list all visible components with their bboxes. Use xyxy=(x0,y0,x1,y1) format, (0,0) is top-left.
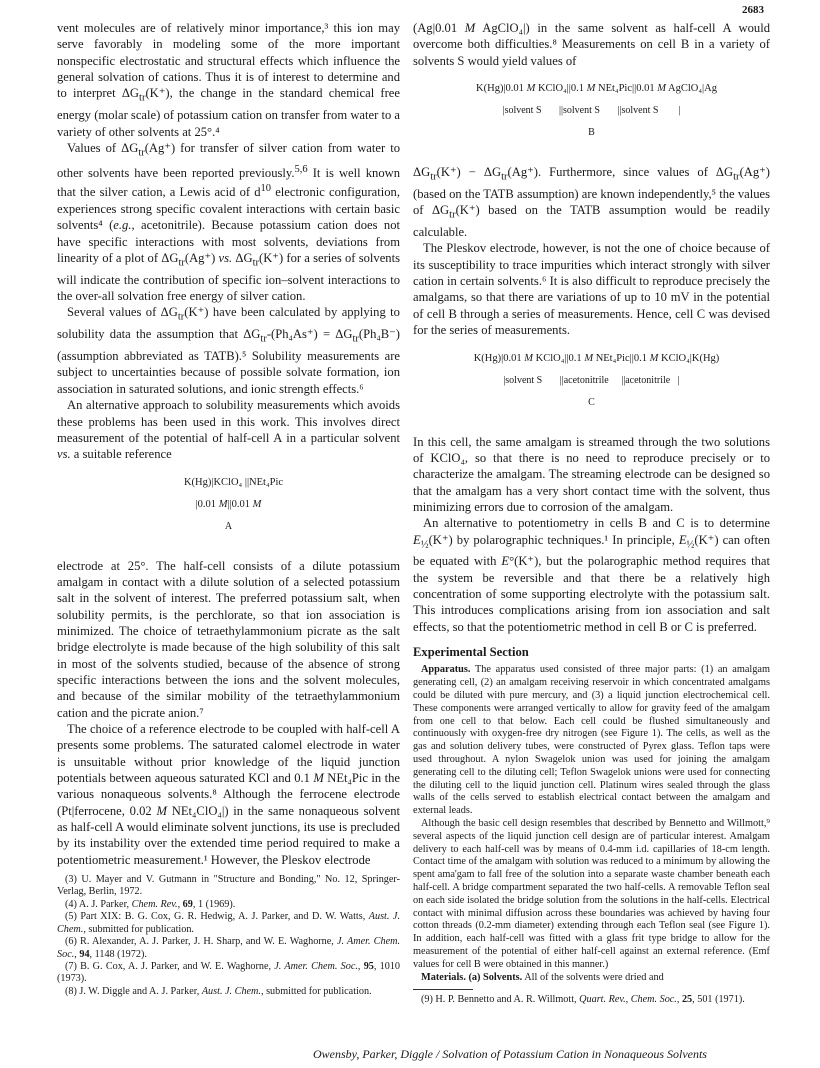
paragraph: An alternative approach to solubility measurements which avoids these problems has been used in this work. This involves direct measurement of the potential of half-cell A in a particular solvent vs. a suitable reference xyxy=(57,398,400,462)
paragraph: vent molecules are of relatively minor importance,³ this ion may serve favorably in modeling some of the more important nonspecific electrostatic and structural effects which influence the general solvation of cations. Thus it is of interest to determine and to interpret $\Delta G_{tr}(K^+)$, the change in the standard chemical free energy (molar scale) of potassium cation on transfer from water to a variety of other solvents at 25°.⁴ xyxy=(57,21,400,139)
footnotes xyxy=(413,994,770,1006)
running-footer: Owensby, Parker, Diggle / Solvation of Potassium Cation in Nonaqueous Solvents xyxy=(313,1047,707,1061)
cell-a-line1: K(Hg)|KClO₄ ||NEt₄Pic xyxy=(183,476,284,488)
footnote: (6) R. Alexander, A. J. Parker, J. H. Sharp, and W. E. Waghorne, J. Amer. Chem. Soc., 94, 1148 (1972). xyxy=(57,936,401,960)
paragraph: Materials. (a) Solvents. All of the solvents were dried and xyxy=(421,971,664,983)
cell-a-label: A xyxy=(224,520,233,532)
cell-b-label: B xyxy=(588,127,595,139)
paragraph: $\Delta G_{tr}(K^+) - \Delta G_{tr}(Ag^+)$. Furthermore, since values of $\Delta G_{tr}(Ag^+)$ (based on the TATB assumption) are known independently,⁵ the values of $\Delta G_{tr}(K^+)$ based on the TATB assumption would be readily calculable. xyxy=(413,165,770,240)
footnote: (8) J. W. Diggle and A. J. Parker, Aust. J. Chem., submitted for publication. xyxy=(65,985,372,997)
paragraph: Although the basic cell design resembles that described by Bennetto and Willmott,⁹ several aspects of the liquid junction cell design are of particular interest. Amalgam delivery to each half-cell was by means of 0.4-mm i.d. capillaries of 18-cm length. Contact time of the amalgam with solution was reduced to a minimum by allowing the spent ama'gam to fall free of the solution into a separate waste chamber beneath each half-cell. A bridge compartment separated the two half-cells. A removable Teflon seal on each side isolated the bridge solution from the solutions in the half-cells. Electrical contact with minimal diffusion across these boundaries was achieved by having four cotton threads (0.2-mm diameter) extending through each Teflon seal (see Figure 1). In addition, each half-cell was fitted with a glass frit type bridge to allow for the measurement of the potential of either half-cell against an external reference. (Emf values for cell B were obtained in this manner.) xyxy=(413,818,770,970)
cell-c-diagram xyxy=(413,342,770,430)
footnote-divider xyxy=(413,989,473,990)
page-number: 2683 xyxy=(742,4,764,16)
footnote: (3) U. Mayer and V. Gutmann in "Structure and Bonding," No. 12, Springer-Verlag, Berlin, 1972. xyxy=(57,874,400,898)
paragraph: electrode at 25°. The half-cell consists of a dilute potassium amalgam in contact with a dilute solution of a selected potassium salt in the solvent of interest. The preferred potassium salt, when solubility permits, is the perchlorate, so that ion association is minimized. The choice of tetraethylammonium picrate as the salt bridge electrolyte is made because of the high solubility of this salt in most of the solvents studied, because of the absence of strong specific interactions between the ions and the solvent molecules, and because of the similar mobility of the tetraethylammonium cation and the picrate anion.⁷ xyxy=(57,558,400,720)
paragraph: In this cell, the same amalgam is streamed through the two solutions of KClO₄, so that there is no need to reproduce precisely or to characterize the amalgam. The streaming electrode can be designed so that the amalgam has a very short contact time with the solvent, thus minimizing errors due to corrosion of the amalgam. xyxy=(413,434,770,514)
section-heading: Experimental Section xyxy=(413,645,529,660)
cell-a-diagram xyxy=(57,466,400,554)
cell-c-label: C xyxy=(588,396,595,408)
cell-c-line1: K(Hg)|0.01 M KClO₄||0.1 M NEt₄Pic||0.1 M KClO₄|K(Hg) xyxy=(473,352,720,364)
cell-b-diagram xyxy=(413,72,770,160)
paragraph: Apparatus. The apparatus used consisted of three major parts: (1) an amalgam generating cell, (2) an amalgam receiving reservoir in which concentrated amalgams could be diluted with pure mercury, and (3) a liquid junction electrochemical cell. These components were arranged vertically to allow for gravity feed of the amalgam from one cell to that below. Each cell could be flushed simultaneously and continuously with oxygen-free dry nitrogen (see Figure 1). The cells, as well as the gas and solution delivery tubes, were constructed of Pyrex glass. Teflon taps were used throughout. A nylon Swagelok union was used for joining the amalgam generating cell to the diluting cell; Teflon Swagelok unions were used for connecting the diluting cell to the liquid junction cell. Platinum wires sealed through the glass walls of the cells served to establish electrical contact between the amalgam and external leads. xyxy=(413,664,770,817)
paragraph: (Ag|0.01 M AgClO₄|) in the same solvent as half-cell A would overcome both difficulties.⁸ Measurements on cell B in a variety of solvents S would yield values of xyxy=(413,21,770,68)
paragraph: The choice of a reference electrode to be coupled with half-cell A presents some problems. The saturated calomel electrode in water is unsuitable without prior knowledge of the liquid junction potentials between aqueous saturated KCl and 0.1 M NEt₄Pic in the various nonaqueous solvents.⁸ Although the ferrocene electrode (Pt|ferrocene, 0.02 M NEt₄ClO₄|) in the same nonaqueous solvent as half-cell A would eliminate solvent junctions, its use is precluded by its instability over the extended time period required to make a potentiometric measurement.¹ However, the Pleskov electrode xyxy=(57,721,401,867)
footnote: (5) Part XIX: B. G. Cox, G. R. Hedwig, A. J. Parker, and D. W. Watts, Aust. J. Chem., submitted for publication. xyxy=(57,911,401,935)
paragraph: The Pleskov electrode, however, is not the one of choice because of its susceptibility to trace impurities which interact strongly with silver cation in certain solvents.⁶ It is also difficult to reproduce precisely the amalgams, so that there are variations of up to 10 mV in the potential of cell B through a series of measurements. Hence, cell C was devised for the series of measurements. xyxy=(413,241,770,338)
paragraph: Values of $\Delta G_{tr}(Ag^+)$ for transfer of silver cation from water to other solvents have been reported previously.$^{5,6}$ It is well known that the silver cation, a Lewis acid of $d^{10}$ electronic configuration, experiences strong specific covalent interactions with certain basic solvents⁴ (e.g., acetonitrile). Because potassium cation does not have specific interactions with most solvents, deviations from linearity of a plot of $\Delta G_{tr}(Ag^+)$ vs. $\Delta G_{tr}(K^+)$ for a series of solvents will indicate the contribution of specific ion–solvent interactions to the over-all solvation free energy of silver cation. xyxy=(57,140,401,304)
cell-b-line1: K(Hg)|0.01 M KClO₄||0.1 M NEt₄Pic||0.01 M AgClO₄|Ag xyxy=(476,83,717,95)
paragraph: Several values of $\Delta G_{tr}(K^+)$ have been calculated by applying to solubility data the assumption that $\Delta G_{tr}-(Ph_4As^+) = \Delta G_{tr}(Ph_4B^-)$ (assumption abbreviated as TATB).⁵ Solubility measurements are subject to uncertainties because of possible solvate formation, ion association in saturated solutions, and ionic strength effects.⁶ xyxy=(57,305,401,396)
paragraph: An alternative to potentiometry in cells B and C is to determine $E_{\frac{1}{2}}(K^+)$ by polarographic techniques.¹ In principle, $E_{\frac{1}{2}}(K^+)$ can often be equated with E°(K⁺), but the polarographic method requires that the system be reversible and that there be a relatively high concentration of some supporting electrolyte with the potassium salt. This introduces complications arising from ion association and salt effects, so that the potentiometric method in cell B or C is preferred. xyxy=(413,516,771,634)
footnote: (9) H. P. Bennetto and A. R. Willmott, Quart. Rev., Chem. Soc., 25, 501 (1971). xyxy=(421,994,745,1006)
footnote: (7) B. G. Cox, A. J. Parker, and W. E. Waghorne, J. Amer. Chem. Soc., 95, 1010 (1973). xyxy=(57,960,401,985)
experimental-text xyxy=(413,664,770,984)
cell-b-line2: |solvent S ||solvent S ||solvent S | xyxy=(502,105,681,117)
left-column xyxy=(57,20,400,998)
footnotes xyxy=(57,874,400,998)
cell-a-line2: |0.01 M||0.01 M xyxy=(195,498,262,510)
right-column xyxy=(413,20,770,1007)
footnote: (4) A. J. Parker, Chem. Rev., 69, 1 (1969). xyxy=(65,898,236,910)
cell-c-line2: |solvent S ||acetonitrile ||acetonitrile | xyxy=(503,374,680,386)
